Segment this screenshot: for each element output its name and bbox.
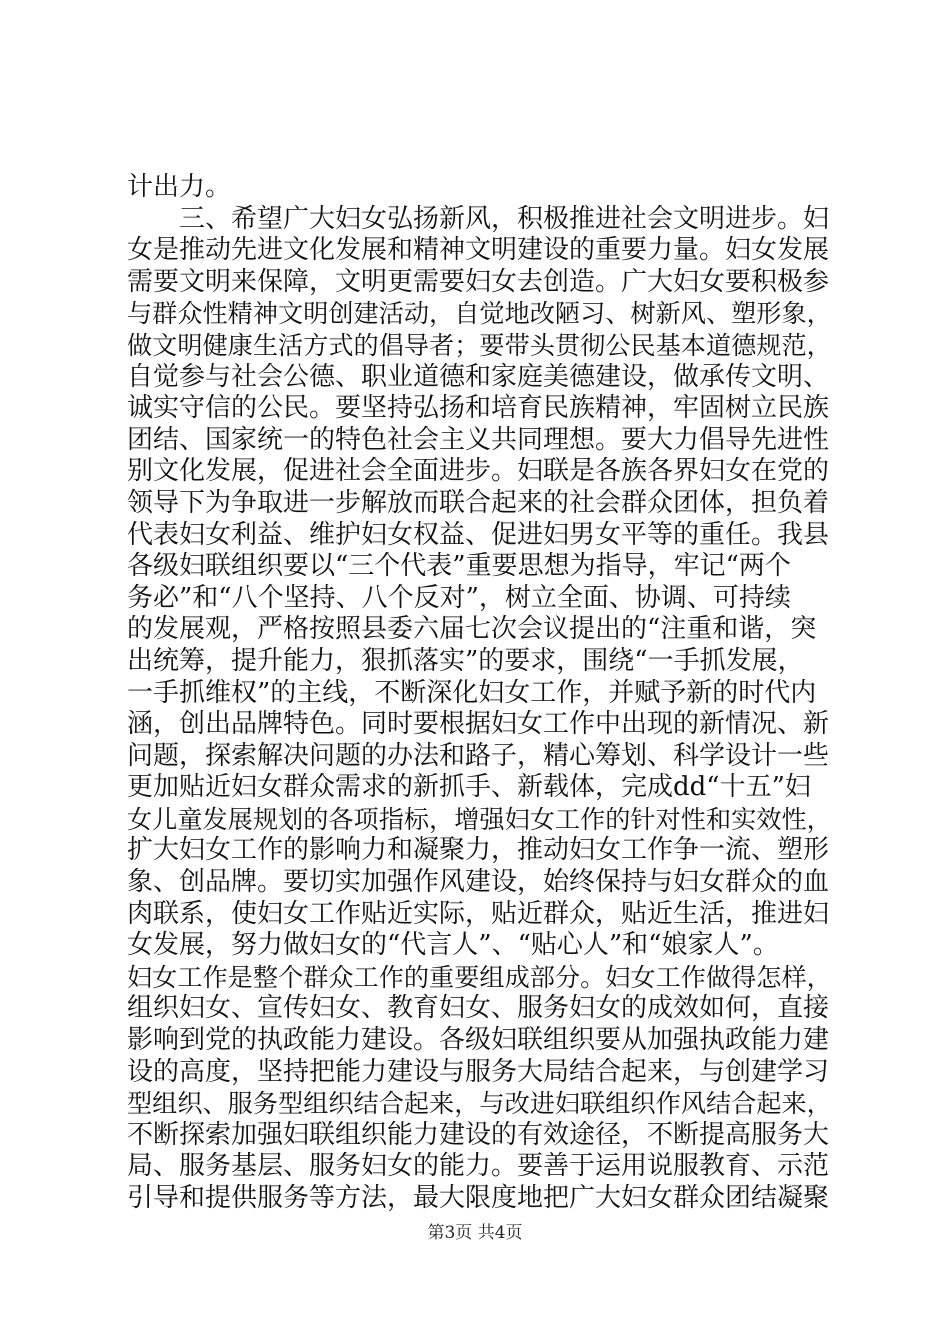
- text-line: 务必”和“八个坚持、八个反对”，树立全面、协调、可持续: [127, 582, 791, 613]
- text-line: 做文明健康生活方式的倡导者；要带头贯彻公民基本道德规范，: [127, 330, 832, 360]
- page-number: 第3页 共4页: [427, 1223, 523, 1243]
- text-line: 领导下为争取进一步解放而联合起来的社会群众团体，担负着: [127, 487, 830, 518]
- text-line: 与群众性精神文明创建活动，自觉地改陋习、树新风、塑形象，: [127, 299, 832, 329]
- text-line: 扩大妇女工作的影响力和凝聚力，推动妇女工作争一流、塑形: [127, 835, 830, 866]
- text-line: 影响到党的执政能力建设。各级妇联组织要从加强执政能力建: [127, 1025, 830, 1056]
- text-line: 出统筹，提升能力，狠抓落实”的要求，围绕“一手抓发展，: [127, 645, 804, 676]
- text-line: 问题，探索解决问题的办法和路子，精心筹划、科学设计一些: [127, 740, 830, 771]
- text-line: 局、服务基层、服务妇女的能力。要善于运用说服教育、示范: [127, 1151, 830, 1182]
- text-line: 女发展，努力做妇女的“代言人”、“贴心人”和“娘家人”。: [127, 930, 779, 961]
- text-line: 自觉参与社会公德、职业道德和家庭美德建设，做承传文明、: [127, 361, 830, 392]
- paragraph-start-line: 三、希望广大妇女弘扬新风，积极推进社会文明进步。妇: [179, 203, 830, 234]
- text-line: 妇女工作是整个群众工作的重要组成部分。妇女工作做得怎样，: [127, 962, 832, 992]
- text-line: 设的高度，坚持把能力建设与服务大局结合起来，与创建学习: [127, 1056, 830, 1087]
- text-line: 代表妇女利益、维护妇女权益、促进妇男女平等的重任。我县: [127, 519, 830, 550]
- text-line: 各级妇联组织要以“三个代表”重要思想为指导，牢记“两个: [127, 551, 791, 582]
- text-line: 女是推动先进文化发展和精神文明建设的重要力量。妇女发展: [127, 235, 830, 266]
- text-line: 肉联系，使妇女工作贴近实际，贴近群众，贴近生活，推进妇: [127, 898, 830, 929]
- body-text: [127, 172, 832, 1215]
- text-line: 需要文明来保障，文明更需要妇女去创造。广大妇女要积极参: [127, 266, 830, 297]
- page-footer: [0, 1223, 950, 1243]
- text-line: 计出力。: [127, 172, 232, 202]
- text-line: 别文化发展，促进社会全面进步。妇联是各族各界妇女在党的: [127, 456, 830, 487]
- text-line: 女儿童发展规划的各项指标，增强妇女工作的针对性和实效性，: [127, 804, 832, 834]
- text-line: 的发展观，严格按照县委六届七次会议提出的“注重和谐，突: [127, 614, 817, 645]
- text-line: 型组织、服务型组织结合起来，与改进妇联组织作风结合起来，: [127, 1089, 832, 1119]
- text-line: 一手抓维权”的主线，不断深化妇女工作，并赋予新的时代内: [127, 677, 817, 708]
- text-line: 涵，创出品牌特色。同时要根据妇女工作中出现的新情况、新: [127, 709, 830, 740]
- text-line: 团结、国家统一的特色社会主义共同理想。要大力倡导先进性: [127, 424, 830, 455]
- text-line: 诚实守信的公民。要坚持弘扬和培育民族精神，牢固树立民族: [127, 393, 830, 424]
- text-line: 更加贴近妇女群众需求的新抓手、新载体，完成dd“十五”妇: [127, 772, 811, 803]
- text-line: 象、创品牌。要切实加强作风建设，始终保持与妇女群众的血: [127, 867, 830, 898]
- text-line: 不断探索加强妇联组织能力建设的有效途径，不断提高服务大: [127, 1119, 830, 1150]
- text-line: 引导和提供服务等方法，最大限度地把广大妇女群众团结凝聚: [127, 1183, 830, 1213]
- text-line: 组织妇女、宣传妇女、教育妇女、服务妇女的成效如何，直接: [127, 993, 830, 1024]
